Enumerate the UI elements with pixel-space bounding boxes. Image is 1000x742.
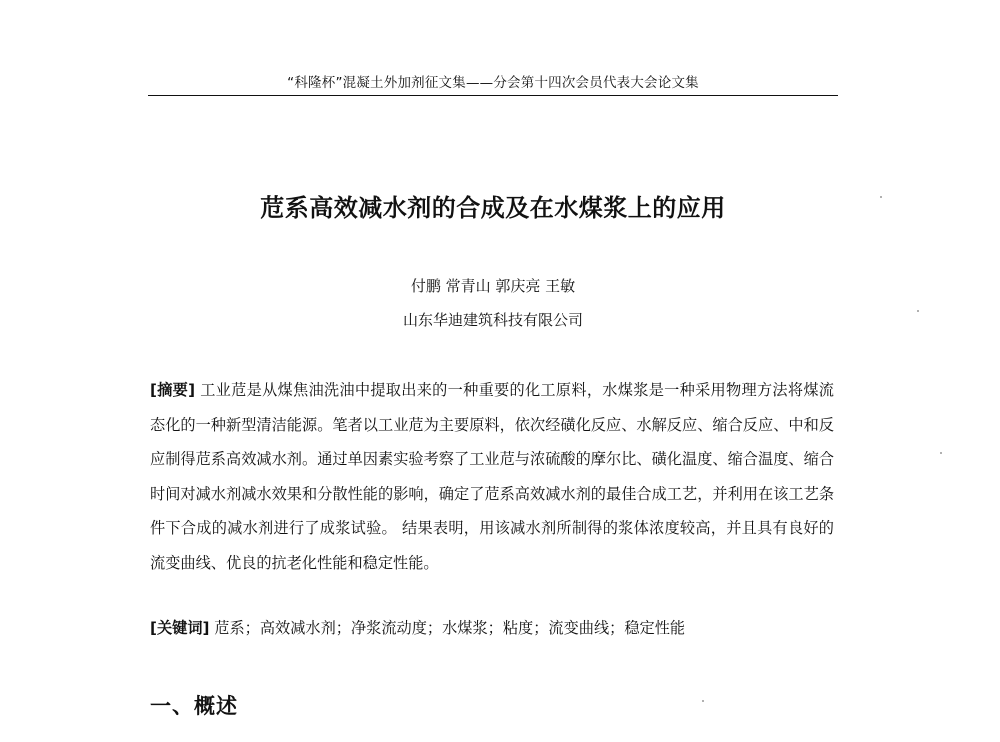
author-list: 付鹏 常青山 郭庆亮 王敏 [410,277,576,295]
abstract [150,373,834,580]
keywords-label: [关键词] [150,619,210,637]
section-heading: 一、概述 [150,694,238,718]
paper-title: 苊系高效减水剂的合成及在水煤浆上的应用 [260,194,726,222]
affiliation: 山东华迪建筑科技有限公司 [402,311,583,329]
abstract-label: [摘要] [150,381,196,399]
running-header: “科隆杯”混凝土外加剂征文集——分会第十四次会员代表大会论文集 [287,75,699,91]
scan-speck [940,452,942,454]
keywords [150,613,834,643]
abstract-text: 工业苊是从煤焦油洗油中提取出来的一种重要的化工原料，水煤浆是一种采用物理方法将煤流态化的一种新型清洁能源。笔者以工业苊为主要原料，依次经磺化反应、水解反应、缩合反应、中和反应制得苊系高效减水剂。通过单因素实验考察了工业苊与浓硫酸的摩尔比、磺化温度、缩合温度、缩合时间对减水剂减水效果和分散性能的影响，确定了苊系高效减水剂的最佳合成工艺，并利用在该工艺条件下合成的减水剂进行了成浆试验。 结果表明，用该减水剂所制得的浆体浓度较高，并且具有良好的流变曲线、优良的抗老化性能和稳定性能。 [150,381,834,572]
keywords-text: 苊系；高效减水剂；净浆流动度；水煤浆；粘度；流变曲线；稳定性能 [214,619,686,637]
scan-speck [880,196,882,198]
header-rule [148,95,838,96]
scan-speck [702,700,704,702]
scan-speck [917,310,919,312]
